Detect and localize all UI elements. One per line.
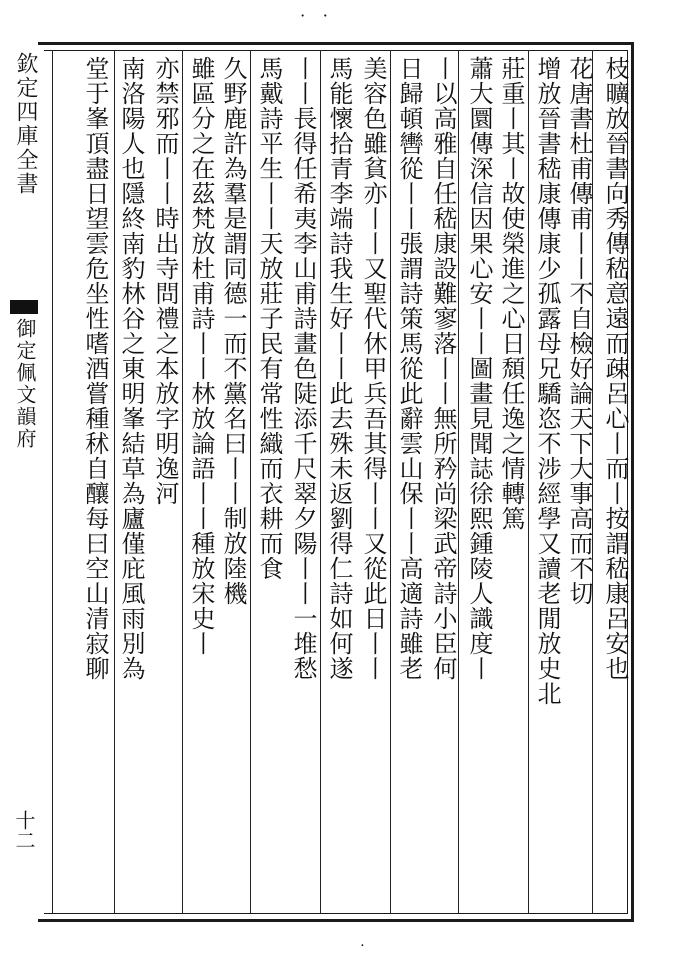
column-rule (182, 50, 183, 914)
text-column-2: 花唐書杜甫傳甫丨丨不自檢好論天下大事高而不切 (565, 56, 593, 606)
margin-subtitle-column (6, 318, 40, 608)
book-subtitle: 御定佩文韻府 (13, 318, 37, 450)
decorative-dots: ⋅ ⋅ (300, 6, 335, 25)
text-column-12: 久野鹿許為羣是謂同德一而不黨名曰丨丨制放陸機 (219, 56, 247, 606)
book-title: 欽定四庫全書 (13, 52, 38, 196)
decorative-dot: ⋅ (360, 938, 365, 954)
column-rule (528, 50, 529, 914)
column-rule (250, 50, 251, 914)
column-rule (390, 50, 391, 914)
text-column-1: 枝曠放晉書向秀傳嵇意遠而疎呂心丨而丨按謂嵇康呂安也 (601, 56, 629, 681)
text-column-16: 堂于峯頂盡日望雲危坐性嗜酒嘗種秫自釀每曰空山清寂聊 (81, 56, 109, 681)
text-column-7: 日歸頓轡從丨丨張謂詩策馬從此辭雲山保丨丨高適詩雖老 (395, 56, 423, 681)
text-column-15: 南洛陽人也隱終南豹林谷之東明峯結草為廬僅庇風雨別為 (117, 56, 145, 681)
text-column-3: 增放晉書嵇康傳康少孤露母兄驕恣不涉經學又讀老閒放史北 (533, 56, 561, 706)
fishtail-mark (10, 300, 38, 314)
column-rule (52, 50, 53, 914)
text-column-5: 蕭大圜傳深信因果心安丨丨圖畫見聞誌徐熙鍾陵人識度丨 (465, 56, 493, 681)
text-column-13: 雖區分之在茲梵放杜甫詩丨丨林放論語丨丨種放宋史丨 (187, 56, 215, 656)
page-number: 十二 (12, 810, 36, 850)
text-column-14: 亦禁邪而丨丨時出寺問禮之本放字明逸河 (151, 56, 179, 506)
text-column-11: 馬戴詩平生丨丨天放莊子民有常性織而衣耕而食 (255, 56, 283, 581)
text-column-9: 馬能懷拾青李端詩我生好丨丨此去殊未返劉得仁詩如何遂 (325, 56, 353, 681)
text-column-10: 丨丨長得任希夷李山甫詩畫色陡添千尺翠夕陽丨丨一堆愁 (289, 56, 317, 681)
text-column-4: 莊重丨其丨故使榮進之心日頹任逸之情轉篤 (497, 56, 525, 531)
text-column-6: 丨以高雅自任嵇康設難寥落丨丨無所矜尚梁武帝詩小臣何 (429, 56, 457, 681)
text-column-8: 美容色雖貧亦丨丨又聖代休甲兵吾其得丨丨又從此日丨丨 (359, 56, 387, 681)
column-rule (320, 50, 321, 914)
